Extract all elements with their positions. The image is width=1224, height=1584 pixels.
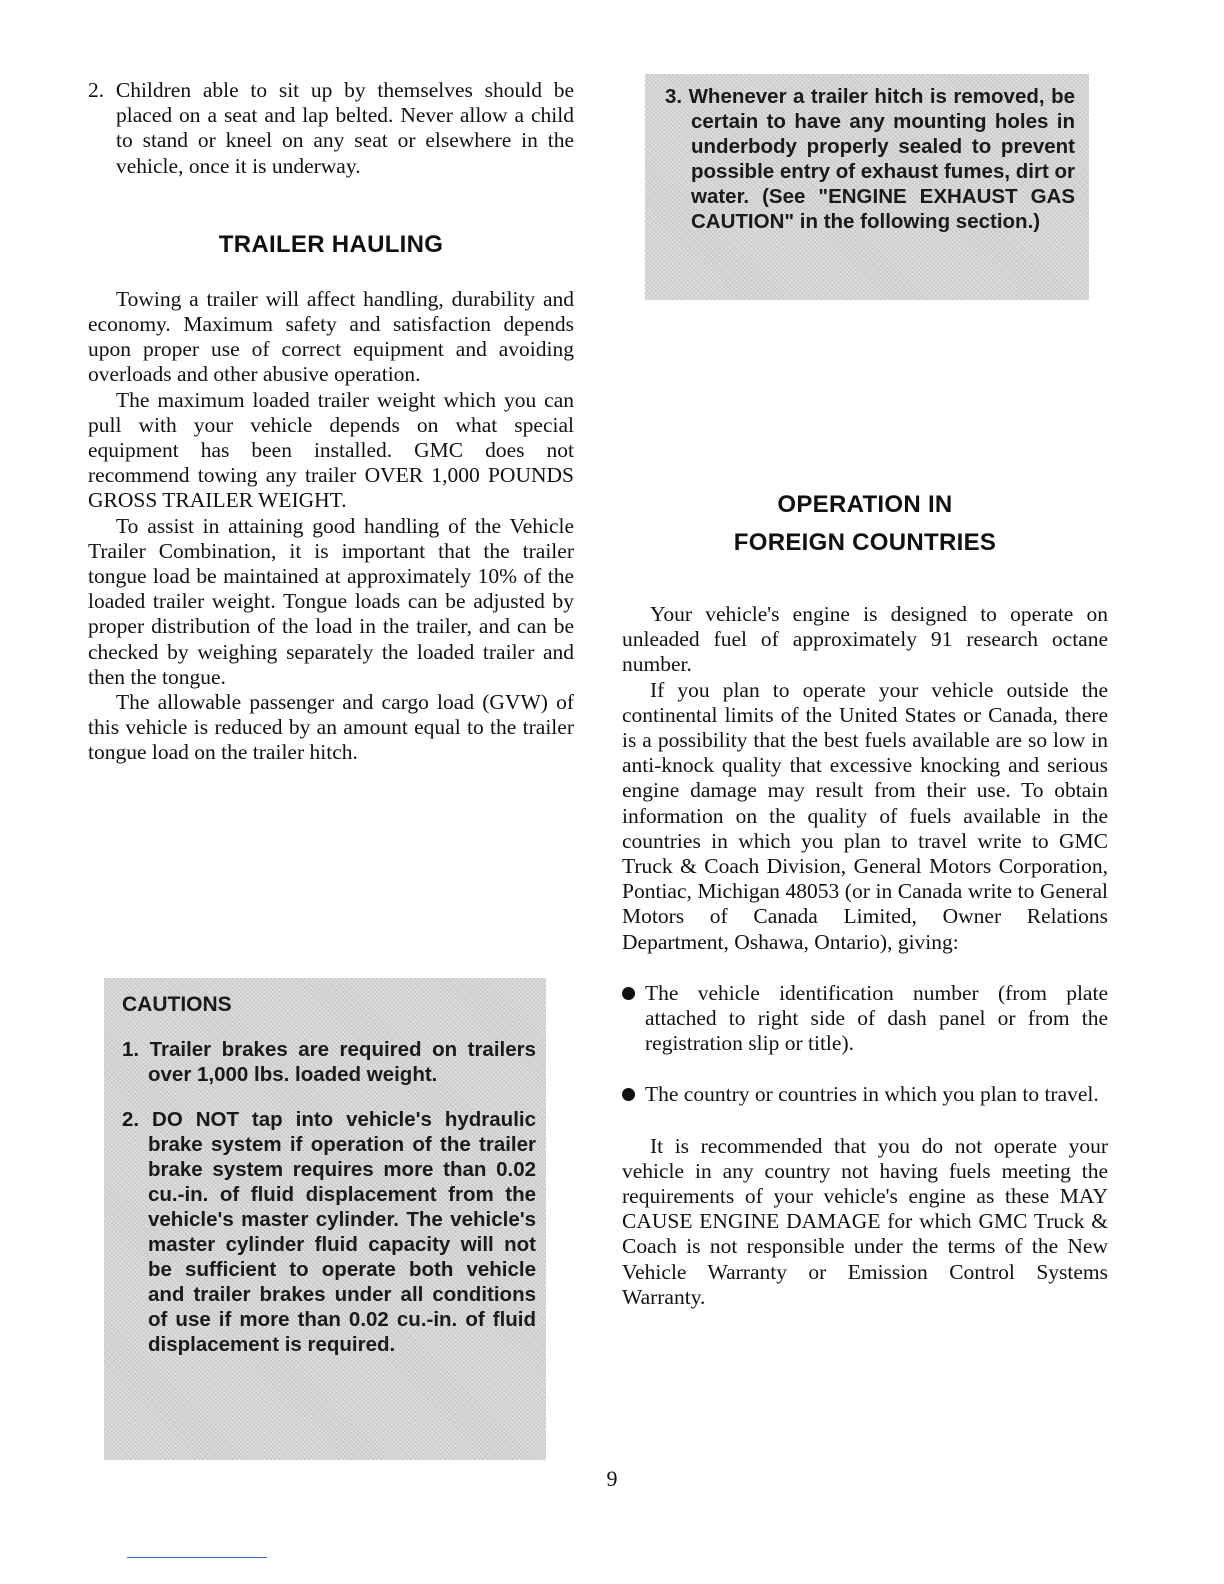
bullet-icon xyxy=(622,987,635,1000)
foreign-paragraph: If you plan to operate your vehicle outside the continental limits of the United States or Canada, there is a possibility that the best fuels available are so low in anti-knock quality that excessive knocking and serious engine damage may result from their use. To obtain information on the quality of fuels available in the countries in which you plan to travel write to GMC Truck & Coach Division, General Motors Corporation, Pontiac, Michigan 48053 (or in Canada write to General Motors of Canada Limited, Owner Relations Department, Oshawa, Ontario), giving: xyxy=(622,677,1108,954)
caution-item: 3. Whenever a trailer hitch is removed, be certain to have any mounting holes in underbody properly sealed to prevent possible entry of exhaust fumes, dirt or water. (See "ENGINE EXHAUST GAS CAUTION" in the following section.) xyxy=(665,85,1075,233)
closing-paragraph: It is recommended that you do not operate your vehicle in any country not having fuels meeting the requirements of your vehicle's engine as these MAY CAUSE ENGINE DAMAGE for which GMC Truck & Coach is not responsible under the terms of the New Vehicle Warranty or Emission Control Systems Warranty. xyxy=(622,1133,1108,1309)
bullet-item xyxy=(622,1082,1108,1107)
heading-line: OPERATION IN xyxy=(777,491,953,518)
bullet-item xyxy=(622,981,1108,1057)
cautions-title: CAUTIONS xyxy=(122,993,232,1016)
footer-rule xyxy=(127,1557,267,1558)
caution-item: 1. Trailer brakes are required on trailers over 1,000 lbs. loaded weight. xyxy=(122,1038,536,1086)
left-column xyxy=(88,78,574,766)
trailer-paragraph: Towing a trailer will affect handling, durability and economy. Maximum safety and satisfaction depends upon proper use of correct equipment and avoiding overloads and other abusive operation. xyxy=(88,286,574,387)
trailer-hauling-heading: TRAILER HAULING xyxy=(218,230,444,258)
page-number: 9 xyxy=(606,1466,618,1491)
cautions-box xyxy=(104,978,546,1460)
trailer-paragraph: The allowable passenger and cargo load (GVW) of this vehicle is reduced by an amount equal to the trailer tongue load on the trailer hitch. xyxy=(88,690,574,765)
bullet-icon xyxy=(622,1088,635,1101)
children-seating-item: 2. Children able to sit up by themselves should be placed on a seat and lap belted. Never allow a child to stand or kneel on any seat or elsewhere in the vehicle, once it is underway. xyxy=(88,78,574,178)
trailer-paragraph: To assist in attaining good handling of the Vehicle Trailer Combination, it is important that the trailer tongue load be maintained at approximately 10% of the loaded trailer weight. Tongue loads can be adjusted by proper distribution of the load in the trailer, and can be checked by weighing separately the loaded trailer and then the tongue. xyxy=(88,513,574,689)
hitch-removal-caution-box xyxy=(645,74,1089,300)
heading-line: FOREIGN COUNTRIES xyxy=(733,529,997,556)
caution-item: 2. DO NOT tap into vehicle's hydraulic brake system if operation of the trailer brake system requires more than 0.02 cu.-in. of fluid displacement from the vehicle's master cylinder. The vehicle's master cylinder fluid capacity will not be sufficient to operate both vehicle and trailer brakes under all conditions of use if more than 0.02 cu.-in. of fluid displacement is required. xyxy=(122,1108,536,1356)
bullet-text: The country or countries in which you plan to travel. xyxy=(645,1082,1099,1107)
foreign-countries-heading xyxy=(622,486,1108,562)
foreign-paragraph: Your vehicle's engine is designed to operate on unleaded fuel of approximately 91 research octane number. xyxy=(622,602,1108,677)
bullet-text: The vehicle identification number (from plate attached to right side of dash panel or from the registration slip or title). xyxy=(645,980,1108,1056)
right-column xyxy=(622,486,1108,1310)
trailer-paragraph: The maximum loaded trailer weight which you can pull with your vehicle depends on what special equipment has been installed. GMC does not recommend towing any trailer OVER 1,000 POUNDS GROSS TRAILER WEIGHT. xyxy=(88,387,574,513)
